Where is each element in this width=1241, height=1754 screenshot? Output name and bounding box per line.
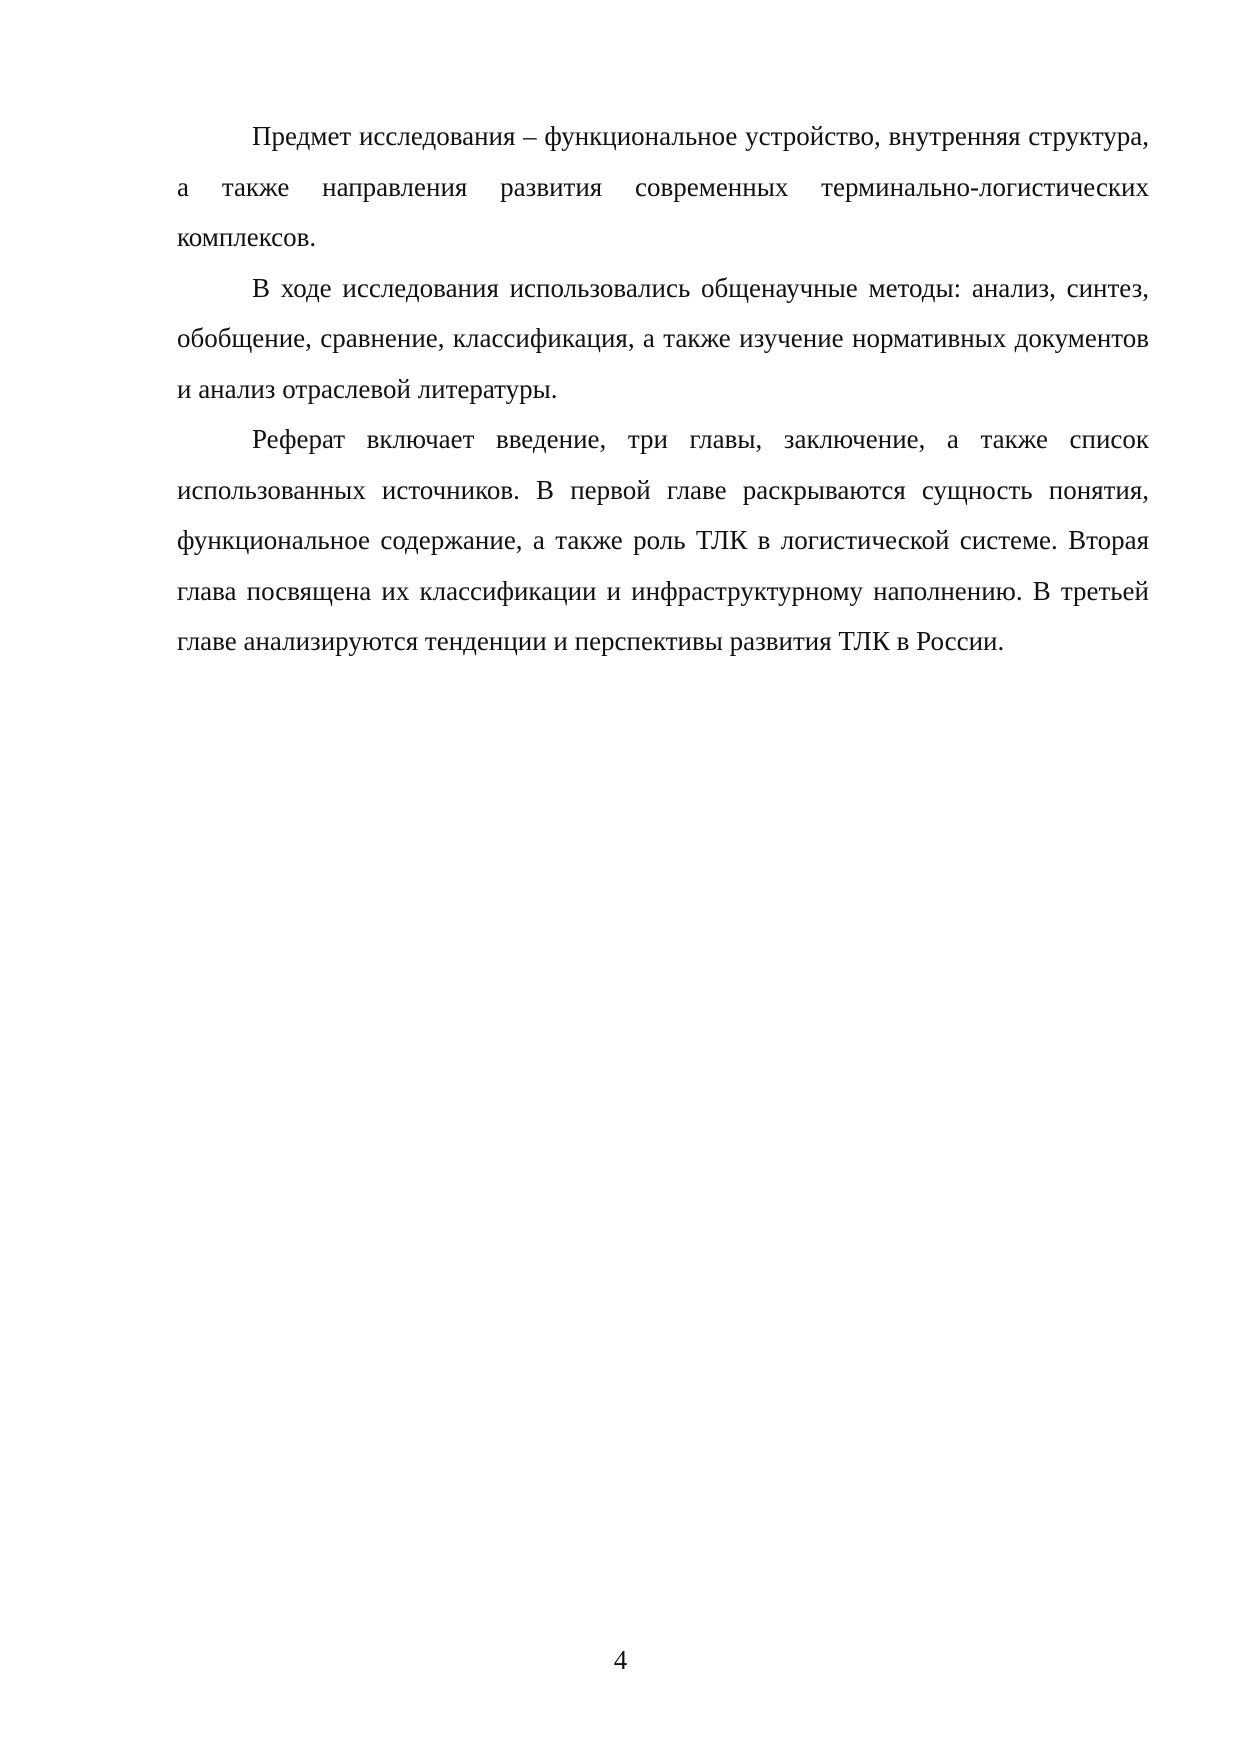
page-number: 4: [613, 1645, 628, 1675]
paragraph-research-methods: В ходе исследования использовались общенаучные методы: анализ, синтез, обобщение, сравнение, классификация, а также изучение нормативных документов и анализ отраслевой литературы.: [177, 272, 1149, 404]
paragraph-research-subject: Предмет исследования – функциональное устройство, внутренняя структура, а также направления развития современных терминально-логистических комплексов.: [177, 121, 1149, 252]
paragraph-structure-overview: Реферат включает введение, три главы, заключение, а также список использованных источников. В первой главе раскрываются сущность понятия, функциональное содержание, а также роль ТЛК в логистической системе. Вторая глава посвящена их классификации и инфраструктурному наполнению. В третьей главе анализируются тенденции и перспективы развития ТЛК в России.: [177, 424, 1149, 656]
page-body: [177, 111, 1149, 667]
